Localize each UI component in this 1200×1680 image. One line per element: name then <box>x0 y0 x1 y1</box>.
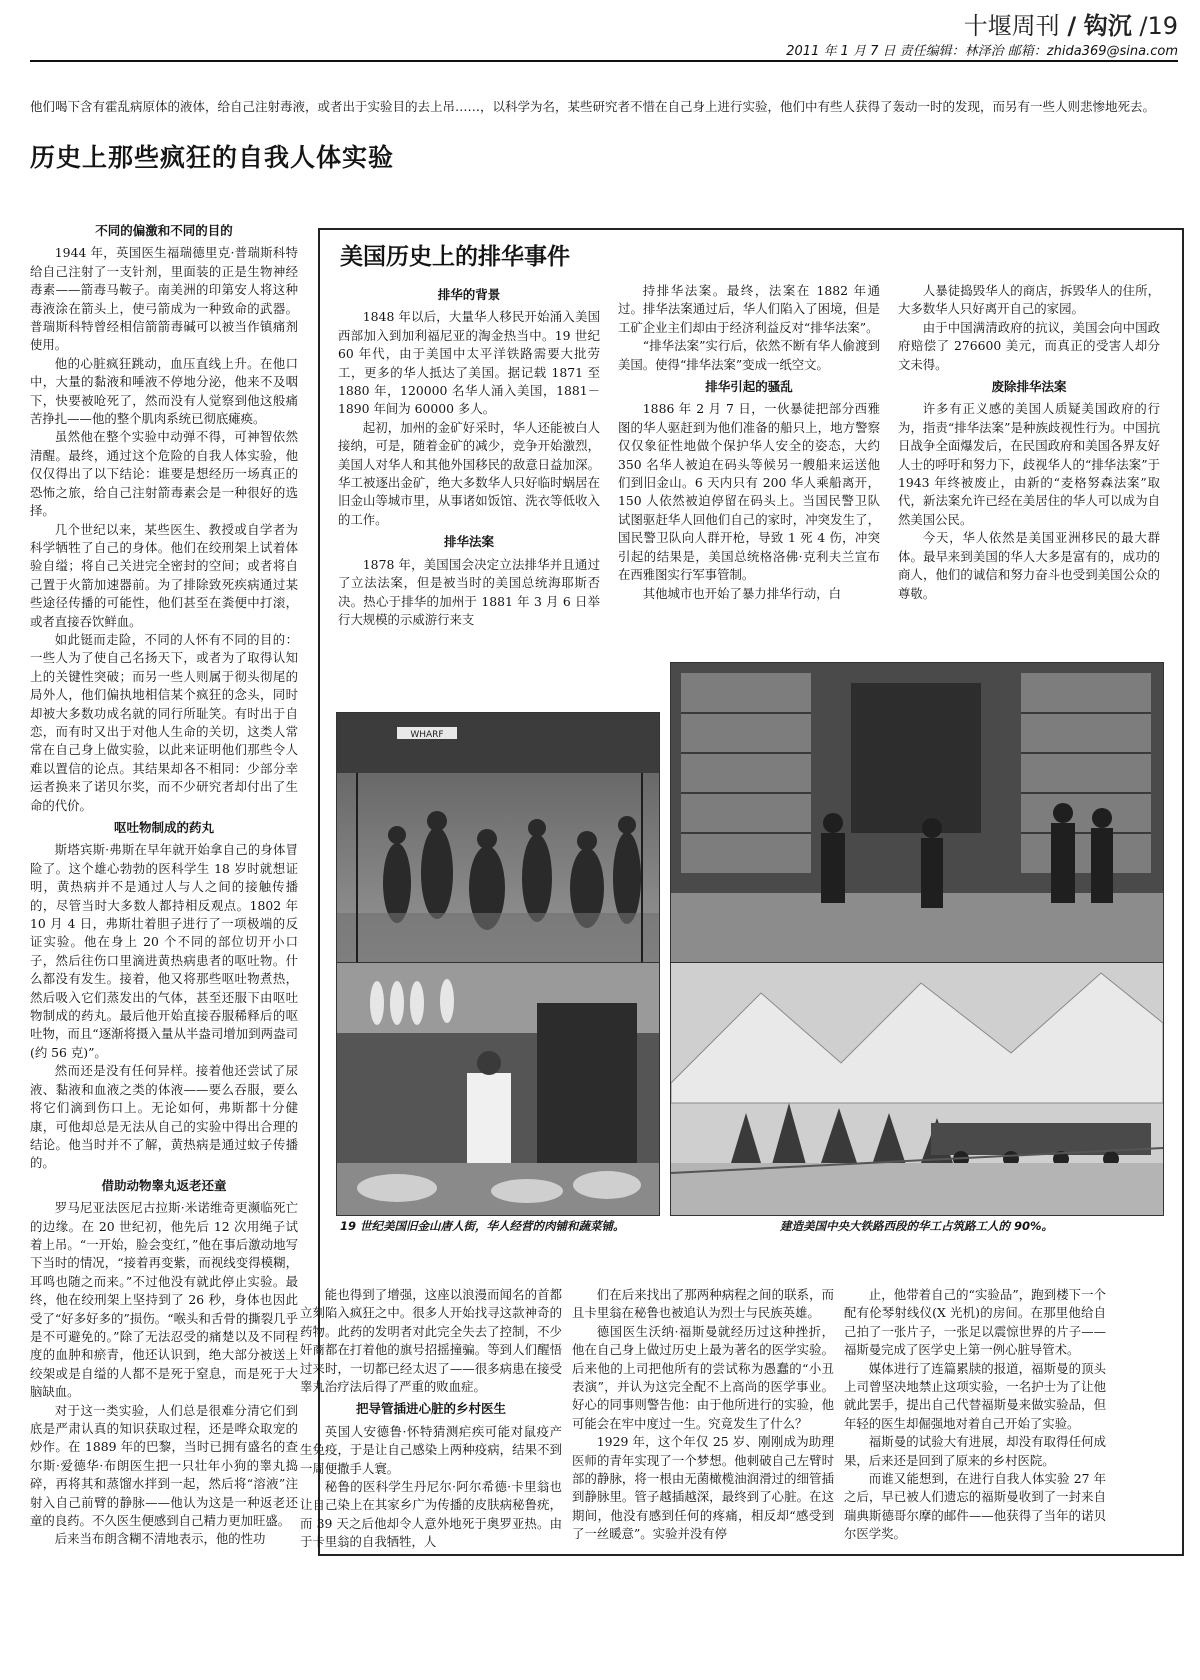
paragraph: 1944 年，英国医生福瑞德里克·普瑞斯科特给自己注射了一支针剂，里面装的正是生物神经毒素——箭毒马鞍子。南美洲的印第安人将这种毒液涂在箭头上，使弓箭成为一种致命的武器。普瑞斯科特曾经相信箭箭毒碱可以被当作镇痛剂使用。 <box>30 245 298 353</box>
subheading: 排华法案 <box>443 534 494 550</box>
paragraph: 虽然他在整个实验中动弹不得，可神智依然清醒。最终，通过这个危险的自我人体实验，他仅仅得出了以下结论：谁要是想经历一场真正的恐怖之旅，给自己注射箭毒素会是一种很好的选择。 <box>30 429 298 519</box>
box-title: 美国历史上的排华事件 <box>340 244 570 270</box>
paragraph: 福斯曼的试验大有进展，却没有取得任何成果，后来还是回到了原来的乡村医院。 <box>844 1434 1106 1468</box>
photo-immigration-inspection <box>336 712 660 976</box>
subheading: 把导管插进心脏的乡村医生 <box>355 1401 506 1417</box>
paragraph: 他的心脏疯狂跳动，血压直线上升。在他口中，大量的黏液和唾液不停地分泌，他来不及咽下，快要被呛死了，然而没有人觉察到他这般痛苦挣扎——他的整个肌肉系统已彻底瘫痪。 <box>30 355 298 427</box>
left-column <box>30 218 298 1674</box>
bottom-column-3 <box>844 1286 1106 1674</box>
masthead-paper: 十堰周刊 <box>963 12 1060 40</box>
bottom-column-2 <box>572 1286 834 1674</box>
paragraph: 1878 年，美国国会决定立法排华并且通过了立法法案，但是被当时的美国总统海耶斯否决。热心于排华的加州于 1881 年 3 月 6 日举行大规模的示威游行来支 <box>338 556 600 627</box>
subheading: 排华的背景 <box>437 287 501 302</box>
paragraph: 由于中国满清政府的抗议，美国会向中国政府赔偿了 276600 美元，而真正的受害人却分文未得。 <box>898 319 1160 372</box>
paragraph: 对于这一类实验，人们总是很难分清它们到底是严肃认真的知识获取过程，还是哗众取宠的炒作。在 1889 年的巴黎，当时已拥有盛名的查尔斯·爱德华·布朗医生把一只壮年小狗的睾丸捣碎，再将其和蒸馏水拌到一起，然后将“溶液”注射入自己前臂的静脉——他认为这是一种返老还童的良药。不久医生便感到自己精力更加旺盛。 <box>30 1402 298 1529</box>
paragraph: 止，他带着自己的“实验品”，跑到楼下一个配有伦琴射线仪(X 光机)的房间。在那里他给自己拍了一张片子，一张足以震惊世界的片子——福斯曼完成了医学史上第一例心脏导管术。 <box>844 1287 1106 1358</box>
subheading: 不同的偏激和不同的目的 <box>95 223 233 238</box>
bottom-column-1 <box>300 1286 562 1674</box>
photo-caption: 19 世纪美国旧金山唐人街，华人经营的肉铺和蔬菜铺。 <box>340 1219 625 1233</box>
subheading: 排华引起的骚乱 <box>705 379 793 395</box>
article-headline: 历史上那些疯狂的自我人体实验 <box>30 143 395 172</box>
paragraph: 许多有正义感的美国人质疑美国政府的行为，指责“排华法案”是种族歧视性行为。中国抗日战争全面爆发后，在民国政府和美国各界友好人士的呼吁和努力下，歧视华人的“排华法案”于 1943 年终被废止，由新的“麦格努森法案”取代，新法案允许已经在美居住的华人可以成为自然美国公民。 <box>898 401 1160 527</box>
subheading: 借助动物睾丸返老还童 <box>101 1177 227 1193</box>
paragraph: 1848 年以后，大量华人移民开始涌入美国西部加入到加利福尼亚的淘金热当中。19 世纪 60 年代，由于美国中太平洋铁路需要大批劳工，更多的华人抵达了美国。据记载 1871 至 1880 年，120000 名华人涌入美国，1881－1890 年间为 60000 多人。 <box>338 309 600 417</box>
paragraph: 然而还是没有任何异样。接着他还尝试了尿液、黏液和血液之类的体液——要么吞服，要么将它们滴到伤口上。无论如何，弗斯都十分健康，可他却总是无法从自己的实验中得出合理的结论。他当时并不了解，黄热病是通过蚊子传播的。 <box>30 1063 298 1171</box>
paragraph: 德国医生沃纳·福斯曼就经历过这种挫折，他在自己身上做过历史上最为著名的医学实验。后来他的上司把他所有的尝试称为愚蠢的“小丑表演”，并认为这完全配不上高尚的医学事业。好心的同事则警告他：由于他所进行的实验，他可能会在牢中度过一生。究竟发生了什么？ <box>572 1323 834 1431</box>
paragraph: 1886 年 2 月 7 日，一伙暴徒把部分西雅图的华人驱赶到为他们准备的船只上，地方警察仅仅象征性地做个保护华人安全的姿态，大约 350 名华人被迫在码头等候另一艘船来运送他们到旧金山。6 天内只有 200 华人乘船离开，150 人依然被迫停留在码头上。当国民警卫队试图驱赶华人回他们自己的家时，冲突发生了，国民警卫队向人群开枪，导致 1 死 4 伤，冲突引起的结果是，美国总统格洛佛·克利夫兰宣布在西雅图实行军事管制。 <box>618 401 880 583</box>
paragraph: 其他城市也开始了暴力排华行动，白 <box>642 585 842 601</box>
photo-chinatown-shop <box>336 962 660 1216</box>
paragraph: 人暴徒捣毁华人的商店，拆毁华人的住所，大多数华人只好离开自己的家园。 <box>898 283 1160 317</box>
wharf-sign: WHARF <box>410 730 444 740</box>
photo-silk-shop <box>670 662 1164 976</box>
paragraph: 而谁又能想到，在进行自我人体实验 27 年之后，早已被人们遗忘的福斯曼收到了一封来自瑞典斯德哥尔摩的邮件——他获得了当年的诺贝尔医学奖。 <box>844 1471 1106 1542</box>
box-column-3 <box>898 282 1160 694</box>
header-rule <box>30 60 1178 62</box>
box-column-2 <box>618 282 880 694</box>
paragraph: 1929 年，这个年仅 25 岁、刚刚成为助理医师的青年实现了一个梦想。他刺破自己左臂时部的静脉，将一根由无菌橄榄油润滑过的细管插到静脉里。管子越插越深，最终到了心脏。在这期间，他没有感到任何的疼痛，相反却“感受到了一丝暖意”。实验并没有停 <box>572 1434 834 1542</box>
paragraph: 英国人安德鲁·怀特猜测疟疾可能对鼠疫产生免疫，于是让自己感染上两种疫病，结果不到一周便撒手人寰。 <box>300 1423 562 1476</box>
paragraph: 罗马尼亚法医尼古拉斯·米诺维奇更濒临死亡的边缘。在 20 世纪初，他先后 12 次用绳子试着上吊。“一开始，脸会变红，”他在事后激动地写下当时的情况，“接着再变紫，而视线变得模糊，耳鸣也随之而来。”不过他没有就此停止实验。最终，他在绞刑架上坚持到了 26 秒，身体也因此受了“好多好多的”损伤。“喉头和舌骨的撕裂几乎是不可避免的。”除了无法忍受的痛楚以及不同程度的血肿和瘀青，他还认识到，绝大部分被送上绞架或是自缢的人都不是死于窒息，而是死于大脑缺血。 <box>30 1200 298 1400</box>
box-column-1 <box>338 282 600 694</box>
masthead-page: /19 <box>1139 12 1178 40</box>
paragraph: 能也得到了增强，这座以浪漫而闻名的首都立刻陷入疯狂之中。很多人开始找寻这款神奇的药物。此药的发明者对此完全失去了控制，不少奸商都在打着他的旗号招摇撞骗。等到人们醒悟过来时，一切都已经太迟了——很多病患在接受睾丸治疗法后得了严重的败血症。 <box>300 1287 562 1395</box>
photo-caption: 建造美国中央大铁路西段的华工占筑路工人的 90%。 <box>780 1219 1054 1233</box>
photo-railway-workers <box>670 962 1164 1216</box>
paragraph: 们在后来找出了那两种病程之间的联系，而且卡里翁在秘鲁也被追认为烈士与民族英雄。 <box>572 1287 834 1321</box>
masthead-section: 钩沉 <box>1083 12 1132 40</box>
subheading: 废除排华法案 <box>991 379 1067 395</box>
paragraph: “排华法案”实行后，依然不断有华人偷渡到美国。使得“排华法案”变成一纸空文。 <box>618 338 880 372</box>
lead-paragraph: 他们喝下含有霍乱病原体的液体，给自己注射毒液，或者出于实验目的去上吊……，以科学为名，某些研究者不惜在自己身上进行实验，他们中有些人获得了轰动一时的发现，而另有一些人则悲惨地死去。 <box>30 99 1156 114</box>
dateline: 2011 年 1 月 7 日 责任编辑：林泽治 邮箱：zhida369@sina.com <box>786 44 1178 59</box>
subheading: 呕吐物制成的药丸 <box>113 820 214 835</box>
paragraph: 秘鲁的医科学生丹尼尔·阿尔希德·卡里翁也让自己染上在其家乡广为传播的皮肤病秘鲁疣，而 39 天之后他却令人意外地死于奥罗亚热。由于卡里翁的自我牺牲，人 <box>300 1479 562 1550</box>
paragraph: 斯塔宾斯·弗斯在早年就开始拿自己的身体冒险了。这个雄心勃勃的医科学生 18 岁时就想证明，黄热病并不是通过人与人之间的接触传播的，尽管当时大多数人都持相反观点。1802 年 10 月 4 日，弗斯壮着胆子进行了一项极端的反证实验。他在身上 20 个不同的部位切开小口子，然后往伤口里滴进黄热病患者的呕吐物。什么都没有发生。接着，他又将那些呕吐物煮热，然后吸入它们蒸发出的气体，甚至还服下由呕吐物制成的药丸。最后他开始直接吞服稀释后的呕吐物，而且“逐渐将摄入量从半盎司增加到两盎司(约 56 克)”。 <box>30 842 298 1060</box>
paragraph: 起初，加州的金矿好采时，华人还能被白人接纳，可是，随着金矿的减少，竞争开始激烈，美国人对华人和其他外国移民的敌意日益加深。华工被逐出金矿，绝大多数华人只好临时蜗居在旧金山等城市里，从事诸如饭馆、洗衣等低收入的工作。 <box>338 419 600 527</box>
paragraph: 媒体进行了连篇累牍的报道，福斯曼的顶头上司曾坚决地禁止这项实验，一名护士为了让他就此罢手，提出自己代替福斯曼来做实验品，但年轻的医生却倔强地对着自己开始了实验。 <box>844 1360 1106 1431</box>
paragraph: 持排华法案。最终，法案在 1882 年通过。排华法案通过后，华人们陷入了困境，但是工矿企业主们却由于经济利益反对“排华法案”。 <box>618 283 880 335</box>
paragraph: 后来当布朗含糊不清地表示，他的性功 <box>54 1531 266 1547</box>
paragraph: 如此铤而走险，不同的人怀有不同的目的：一些人为了使自己名扬天下，或者为了取得认知上的关键性突破；而另一些人则属于彻头彻尾的局外人，他们偏执地相信某个疯狂的念头，同时却被大多数功成名就的同行所耻笑。有时出于自恋，而有时又出于对他人生命的关切，这类人常常在自己身上做实验，以此来证明他们那些令人难以置信的论点。其结果却各不相同：少部分幸运者换来了诺贝尔奖，而不少研究者却付出了生命的代价。 <box>30 631 298 813</box>
paragraph: 几个世纪以来，某些医生、教授或自学者为科学牺牲了自己的身体。他们在绞刑架上试着体验自缢；将自己关进完全密封的空间；或者将自己置于火箭加速器前。为了排除致死疾病通过某些途径传播的可能性，他们甚至在粪便中打滚，或者直接吞饮鲜血。 <box>30 521 298 629</box>
masthead: 十堰周刊 / 钩沉 /19 <box>963 12 1178 40</box>
paragraph: 今天，华人依然是美国亚洲移民的最大群体。最早来到美国的华人大多是富有的，成功的商人，他们的诚信和努力奋斗也受到美国公众的尊敬。 <box>898 530 1160 601</box>
